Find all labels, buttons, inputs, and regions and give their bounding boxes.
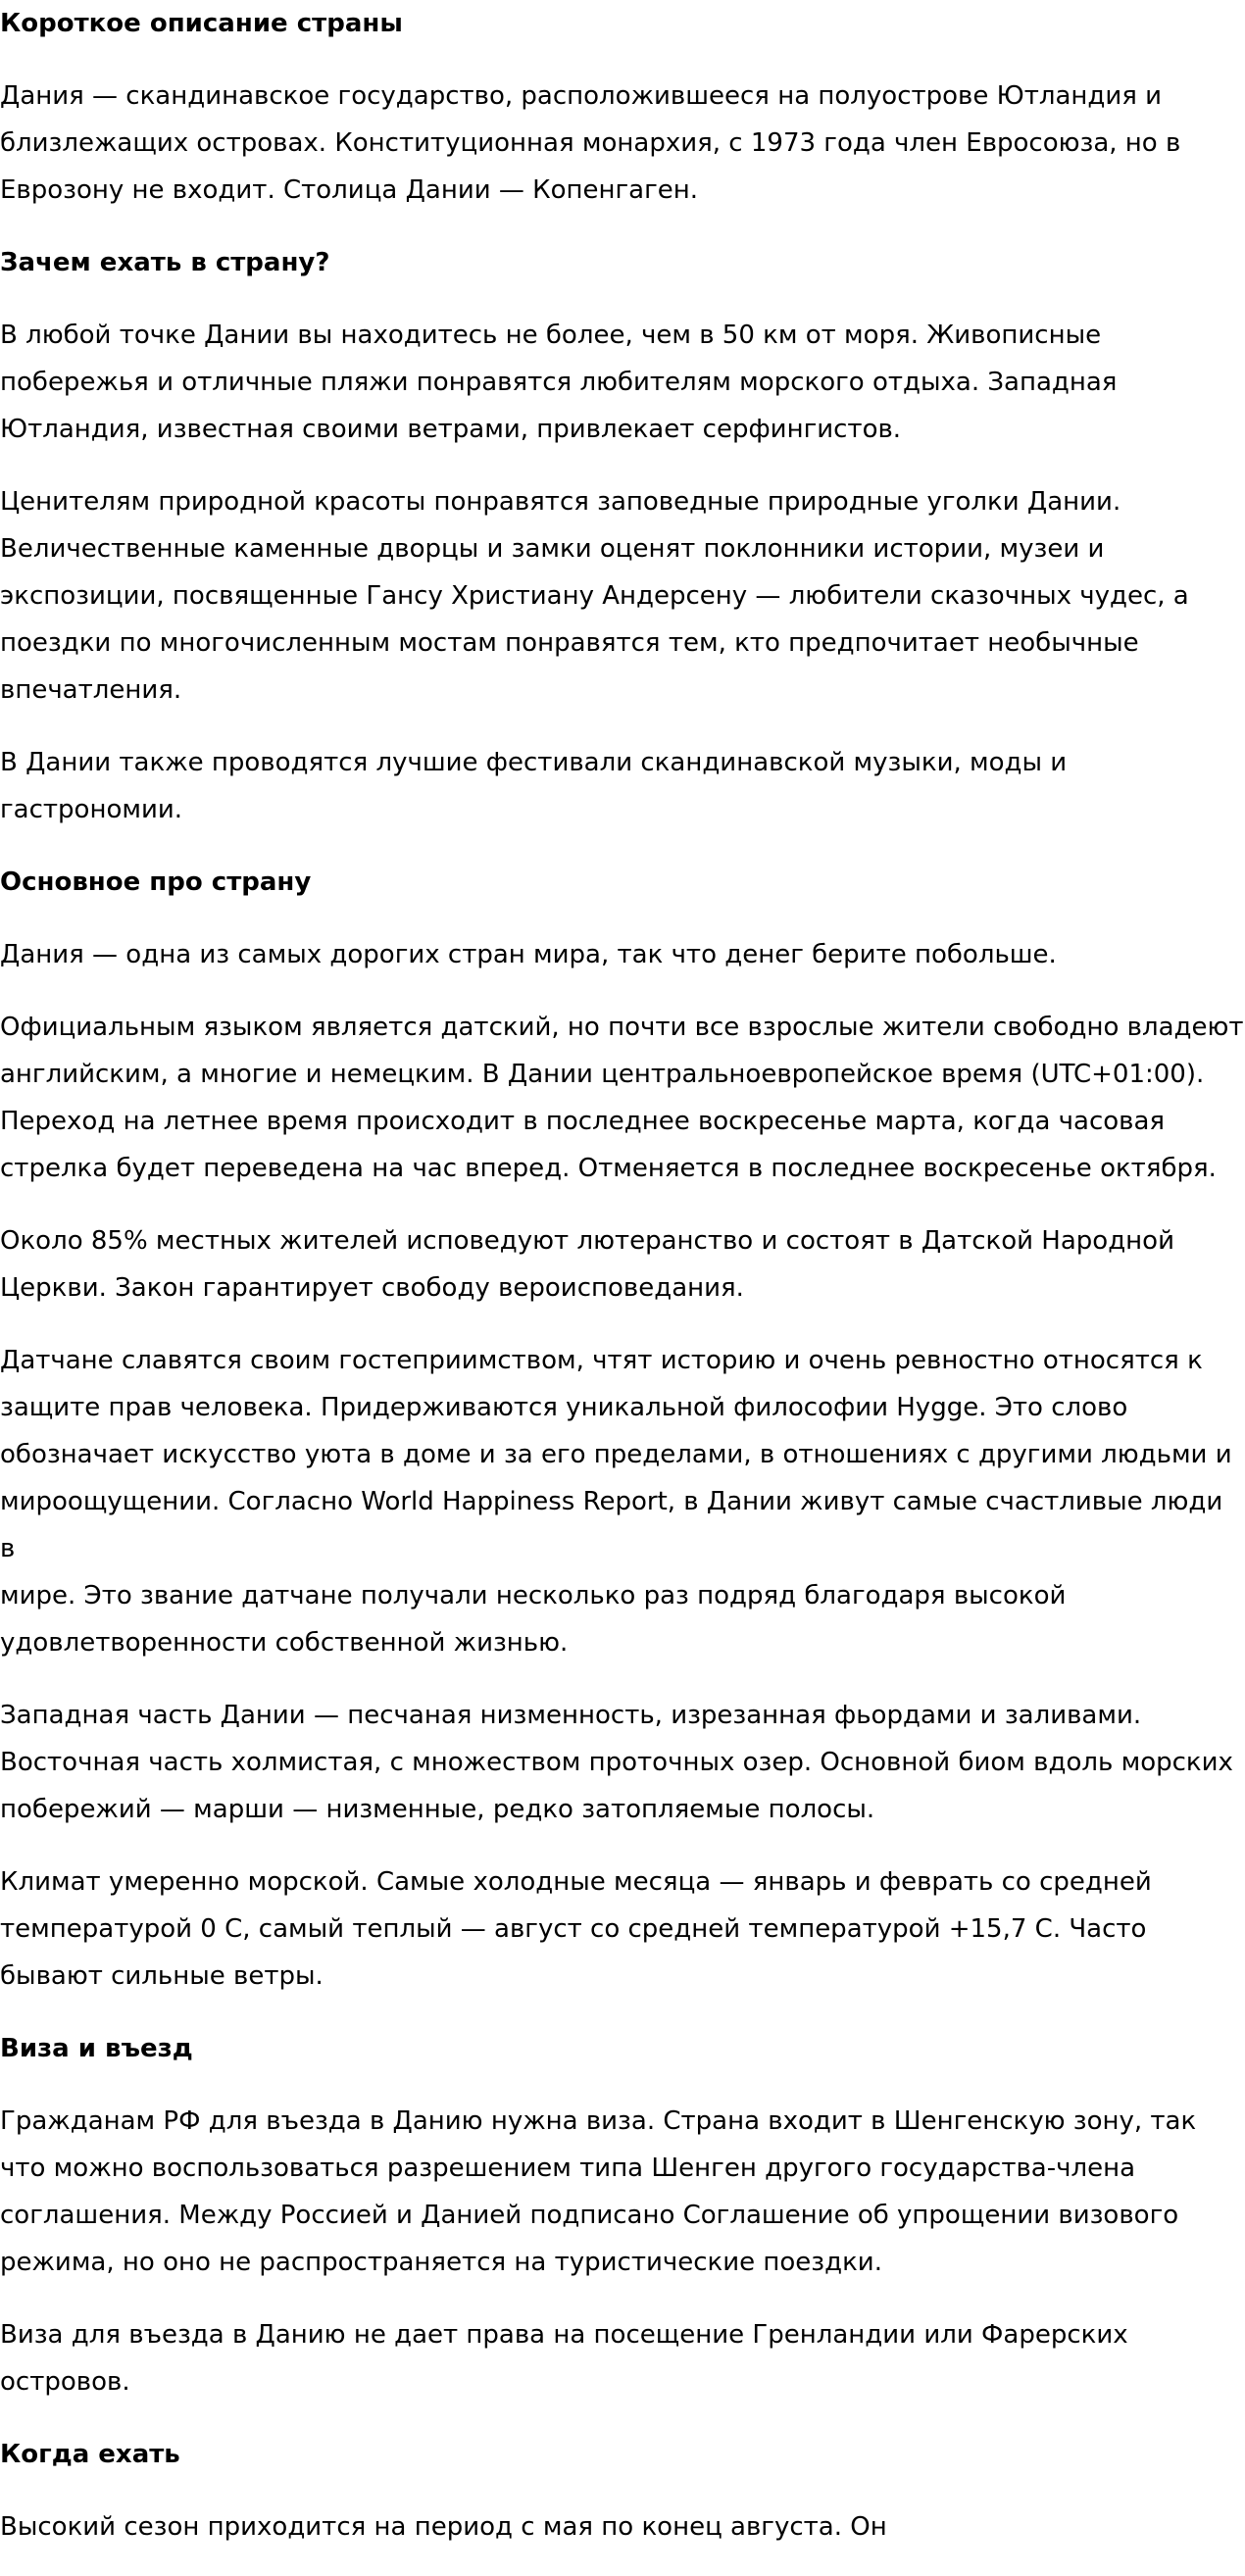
text-line: экспозиции, посвященные Гансу Христиану Андерсену — любители сказочных чудес, а [0, 581, 1189, 611]
text-line: английским, а многие и немецким. В Дании центральноевропейское время (UTC+01:00). [0, 1060, 1205, 1089]
text-line: Ютландия, известная своими ветрами, привлекает серфингистов. [0, 415, 902, 444]
text-line: мироощущении. Согласно World Happiness Report, в Дании живут самые счастливые люди в [0, 1487, 1223, 1563]
section-heading: Основное про страну [0, 867, 312, 897]
text-line: соглашения. Между Россией и Данией подписано Соглашение об упрощении визового [0, 2201, 1179, 2230]
text-line: Переход на летнее время происходит в последнее воскресенье марта, когда часовая [0, 1107, 1166, 1136]
text-line: Датчане славятся своим гостеприимством, чтят историю и очень ревностно относятся к [0, 1346, 1203, 1375]
section-heading: Зачем ехать в страну? [0, 248, 330, 277]
text-line: стрелка будет переведена на час вперед. Отменяется в последнее воскресенье октября. [0, 1154, 1217, 1183]
paragraph [0, 1217, 1245, 1312]
text-line: В Дании также проводятся лучшие фестивали скандинавской музыки, моды и [0, 748, 1068, 777]
section-heading: Когда ехать [0, 2440, 180, 2469]
text-line: Восточная часть холмистая, с множеством проточных озер. Основной биом вдоль морских [0, 1748, 1233, 1777]
paragraph [0, 1004, 1245, 1192]
text-line: удовлетворенности собственной жизнью. [0, 1628, 569, 1658]
text-line: Дания — скандинавское государство, расположившееся на полуострове Ютландия и [0, 81, 1163, 111]
section-heading: Виза и въезд [0, 2034, 193, 2063]
paragraph [0, 1858, 1245, 2000]
text-line: бывают сильные ветры. [0, 1961, 324, 1991]
paragraph [0, 312, 1245, 453]
paragraph [0, 2503, 1245, 2551]
text-line: мире. Это звание датчане получали несколько раз подряд благодаря высокой [0, 1581, 1067, 1610]
text-line: впечатления. [0, 675, 182, 705]
text-line: защите прав человека. Придерживаются уникальной философии Hygge. Это слово [0, 1393, 1128, 1422]
text-line: близлежащих островах. Конституционная монархия, с 1973 года член Евросоюза, но в [0, 128, 1181, 158]
text-line: Церкви. Закон гарантирует свободу вероисповедания. [0, 1273, 744, 1303]
text-line: режима, но оно не распространяется на туристические поездки. [0, 2248, 882, 2277]
text-line: обозначает искусство уюта в доме и за его пределами, в отношениях с другими людьми и [0, 1440, 1232, 1469]
text-line: Ценителям природной красоты понравятся заповедные природные уголки Дании. [0, 487, 1121, 517]
section-heading: Короткое описание страны [0, 9, 403, 38]
text-line: Западная часть Дании — песчаная низменность, изрезанная фьордами и заливами. [0, 1701, 1142, 1730]
paragraph [0, 931, 1245, 978]
text-line: В любой точке Дании вы находитесь не более, чем в 50 км от моря. Живописные [0, 321, 1102, 350]
paragraph [0, 478, 1245, 714]
text-line: побережья и отличные пляжи понравятся любителям морского отдыха. Западная [0, 368, 1118, 397]
text-line: поездки по многочисленным мостам понравятся тем, кто предпочитает необычные [0, 628, 1139, 658]
paragraph [0, 1692, 1245, 1833]
text-line: Виза для въезда в Данию не дает права на посещение Гренландии или Фарерских [0, 2320, 1128, 2350]
text-line: Официальным языком является датский, но почти все взрослые жители свободно владеют [0, 1013, 1244, 1042]
text-line: гастрономии. [0, 795, 183, 824]
text-line: Величественные каменные дворцы и замки оценят поклонники истории, музеи и [0, 534, 1105, 564]
text-line: температурой 0 С, самый теплый — август со средней температурой +15,7 С. Часто [0, 1914, 1147, 1944]
paragraph [0, 1337, 1245, 1666]
text-line: Высокий сезон приходится на период с мая по конец августа. Он [0, 2512, 887, 2542]
text-line: островов. [0, 2367, 130, 2397]
text-line: Гражданам РФ для въезда в Данию нужна виза. Страна входит в Шенгенскую зону, так [0, 2106, 1197, 2136]
text-line: побережий — марши — низменные, редко затопляемые полосы. [0, 1795, 875, 1824]
paragraph [0, 73, 1245, 214]
text-line: что можно воспользоваться разрешением типа Шенген другого государства-члена [0, 2154, 1136, 2183]
text-line: Климат умеренно морской. Самые холодные месяца — январь и феврать со средней [0, 1867, 1152, 1897]
paragraph [0, 2098, 1245, 2286]
text-line: Дания — одна из самых дорогих стран мира, так что денег берите побольше. [0, 940, 1057, 969]
paragraph [0, 2311, 1245, 2405]
text-line: Еврозону не входит. Столица Дании — Копенгаген. [0, 175, 699, 205]
paragraph [0, 739, 1245, 833]
text-line: Около 85% местных жителей исповедуют лютеранство и состоят в Датской Народной [0, 1226, 1174, 1256]
